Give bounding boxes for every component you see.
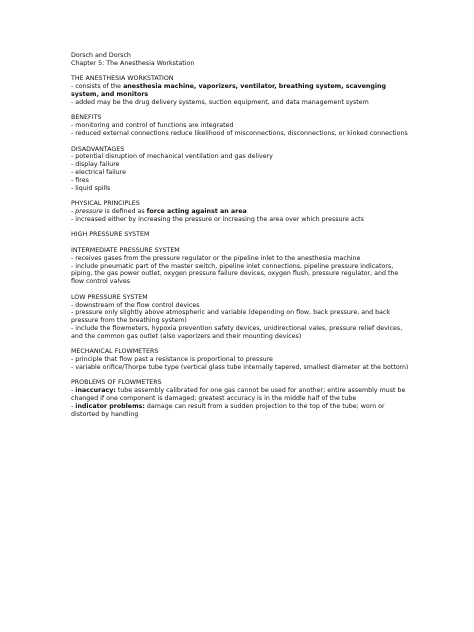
document-author: Dorsch and Dorsch: [71, 52, 131, 59]
low-pressure-item: - downstream of the flow control devices: [71, 301, 200, 309]
spacer: [71, 286, 411, 294]
workstation-item: - added may be the drug delivery systems, suction equipment, and data management system: [71, 98, 369, 106]
problems-item: [71, 403, 411, 419]
spacer: [71, 340, 411, 348]
flowmeters-item: - variable orifice/Thorpe tube type (vertical glass tube internally tapered, smallest diameter at the bottom): [71, 363, 409, 371]
document-page: [71, 52, 411, 418]
text-run: is defined as: [102, 207, 147, 215]
section-heading-intermediate-pressure: INTERMEDIATE PRESSURE SYSTEM: [71, 246, 180, 254]
section-heading-disadvantages: DISADVANTAGES: [71, 145, 125, 153]
intermediate-item: - receives gases from the pressure regulator or the pipeline inlet to the anesthesia machine: [71, 254, 361, 262]
physical-item: - increased either by increasing the pressure or increasing the area over which pressure acts: [71, 215, 364, 223]
disadvantages-item: - fires: [71, 176, 89, 184]
spacer: [71, 372, 411, 380]
document-chapter-title: Chapter 5: The Anesthesia Workstation: [71, 59, 195, 67]
disadvantages-item: - liquid spills: [71, 184, 111, 192]
text-run: -: [71, 402, 76, 410]
bold-run: force acting against an area: [146, 207, 247, 215]
low-pressure-item: - include the flowmeters, hypoxia prevention safety devices, unidirectional vales, pressure relief devices, and the common gas outlet (also vaporizers and their mounting devices): [71, 324, 403, 340]
problems-item: [71, 387, 411, 403]
bold-run: indicator problems:: [75, 402, 145, 410]
section-heading-mechanical-flowmeters: MECHANICAL FLOWMETERS: [71, 348, 159, 356]
disadvantages-item: - display failure: [71, 161, 120, 169]
spacer: [71, 68, 411, 76]
benefits-item: - reduced external connections reduce likelihood of misconnections, disconnections, or kinked connections: [71, 129, 408, 137]
low-pressure-item: - pressure only slightly above atmospheric and variable (depending on flow, back pressure, and back pressure from the breathing system): [71, 309, 391, 325]
text-run: tube assembly calibrated for one gas cannot be used for another; entire assembly must be changed if one component is damaged; greatest accuracy is in the middle half of the tube: [71, 387, 406, 403]
text-run: - consists of the: [71, 83, 124, 91]
disadvantages-item: - potential disruption of mechanical ventilation and gas delivery: [71, 153, 273, 161]
section-heading-benefits: BENEFITS: [71, 114, 102, 122]
section-heading-physical-principles: PHYSICAL PRINCIPLES: [71, 200, 140, 208]
text-run: -: [71, 207, 76, 215]
benefits-item: - monitoring and control of functions are integrated: [71, 122, 234, 130]
flowmeters-item: - principle that flow past a resistance is proportional to pressure: [71, 356, 273, 364]
bold-run: inaccuracy:: [75, 387, 116, 395]
spacer: [71, 138, 411, 146]
spacer: [71, 107, 411, 115]
italic-run: pressure: [75, 207, 103, 215]
text-run: damage can result from a sudden projection to the top of the tube; worn or distorted by handling: [71, 402, 385, 418]
spacer: [71, 224, 411, 232]
spacer: [71, 192, 411, 200]
section-heading-problems-of-flowmeters: PROBLEMS OF FLOWMETERS: [71, 379, 162, 387]
bold-run: anesthesia machine, vaporizers, ventilator, breathing system, scavenging system, and monitors: [71, 83, 387, 98]
intermediate-item: - include pneumatic part of the master switch, pipeline inlet connections, pipeline pressure indicators, piping, the gas power outlet, oxygen pressure failure devices, oxygen flush, pressure regulator, and the flow control valves: [71, 262, 399, 286]
physical-item: [71, 208, 411, 216]
text-run: -: [71, 387, 76, 395]
section-heading-workstation: THE ANESTHESIA WORKSTATION: [71, 75, 174, 83]
disadvantages-item: - electrical failure: [71, 168, 127, 176]
section-heading-low-pressure: LOW PRESSURE SYSTEM: [71, 293, 148, 301]
spacer: [71, 239, 411, 247]
section-heading-high-pressure: HIGH PRESSURE SYSTEM: [71, 231, 150, 239]
workstation-item: [71, 83, 411, 99]
